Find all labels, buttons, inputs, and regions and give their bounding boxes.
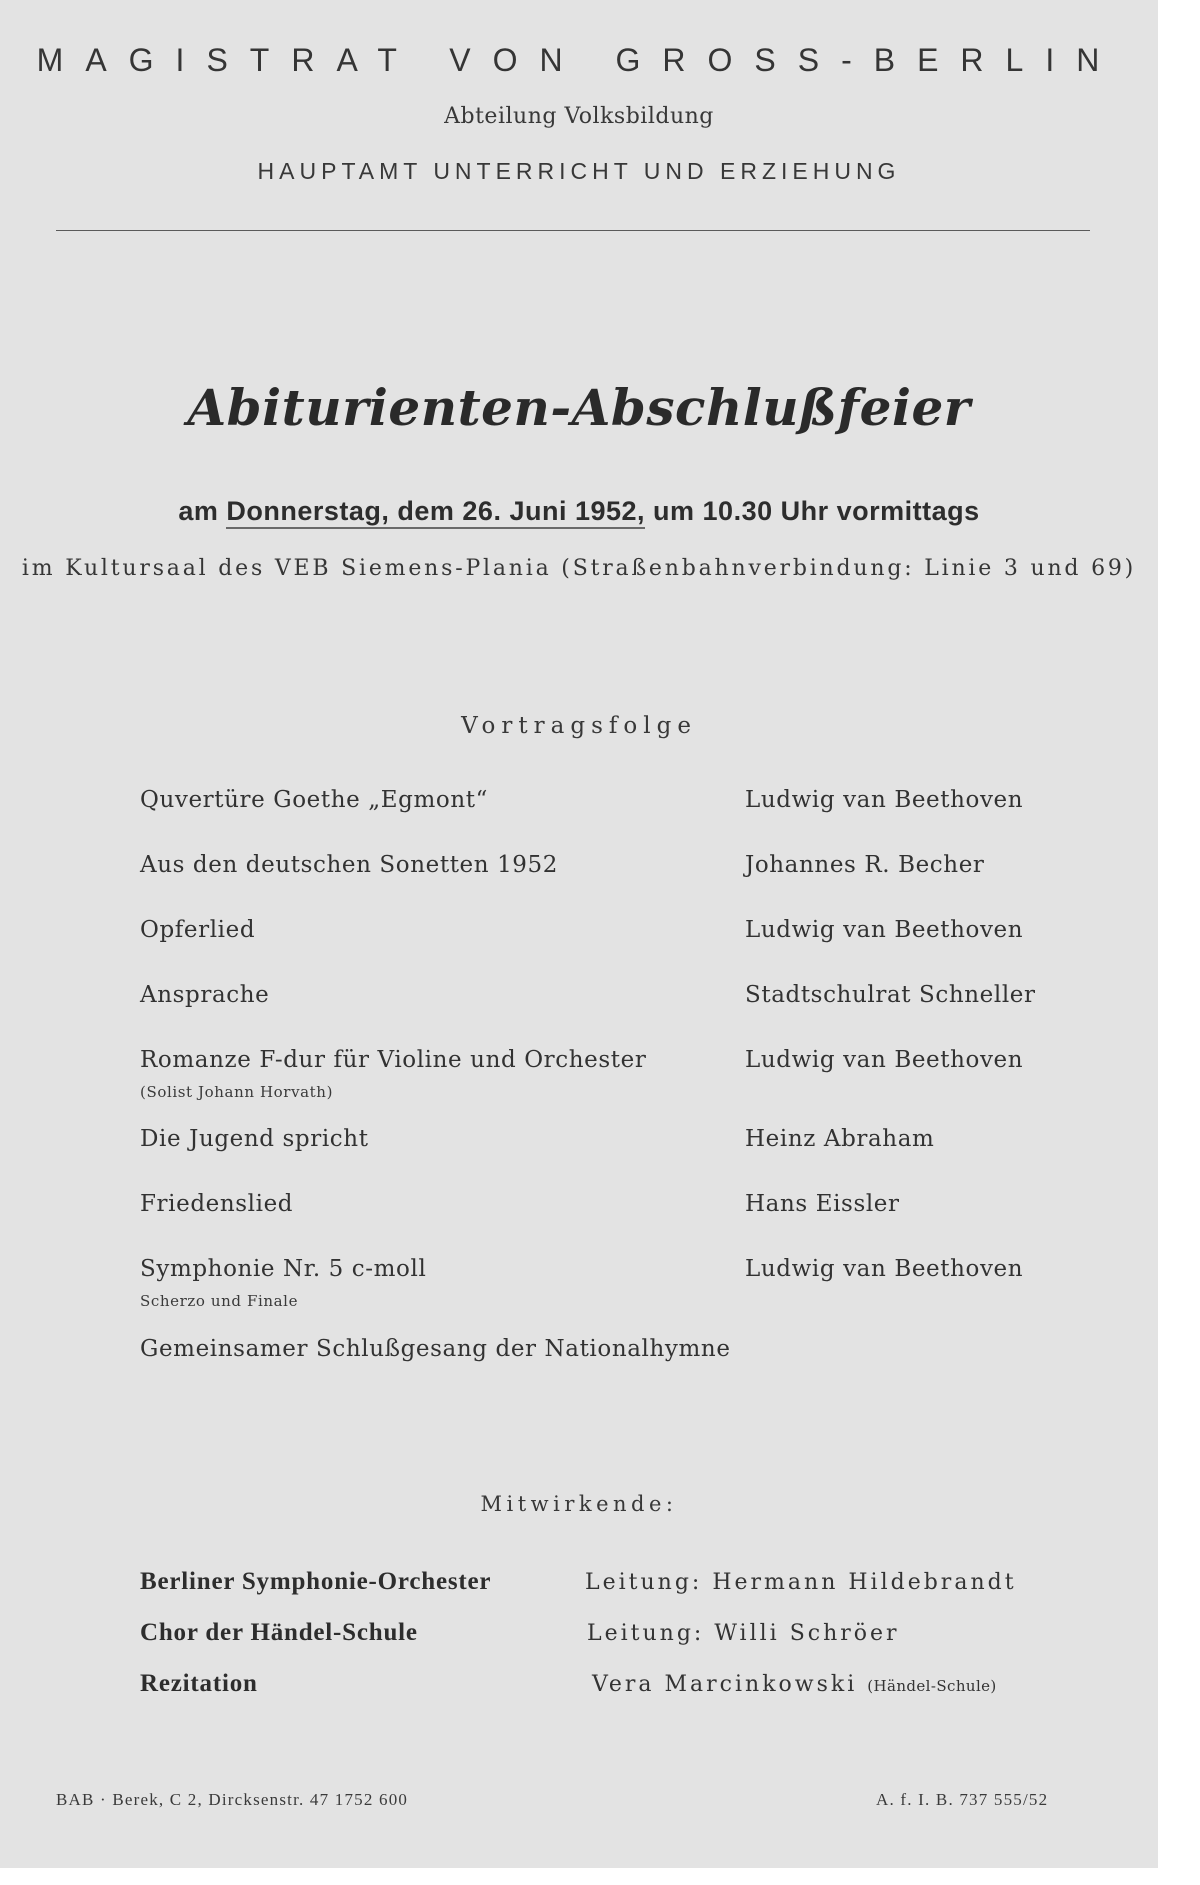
participant-lead [585,1570,1017,1595]
programme-item-author: Hans Eissler [745,1191,900,1217]
participant-name: Rezitation [140,1670,258,1697]
programme-item-author: Johannes R. Becher [745,852,985,878]
participant-name: Berliner Symphonie-Orchester [140,1568,492,1595]
participant-lead [592,1672,997,1697]
event-time: um 10.30 Uhr vormittags [645,496,980,526]
programme-item-title: Quvertüre Goethe „Egmont“ [140,787,488,813]
programme-item-note: (Solist Johann Horvath) [140,1083,334,1101]
license-number: A. f. I. B. 737 555/52 [876,1790,1049,1809]
programme-item-title: Symphonie Nr. 5 c-moll [140,1256,427,1282]
programme-item-author: Ludwig van Beethoven [745,787,1024,813]
programme-item-title: Die Jugend spricht [140,1126,369,1152]
programme-item [140,1256,1040,1310]
programme-item [140,1047,1040,1101]
participant-lead-text: Leitung: Willi Schröer [587,1621,900,1646]
participant-lead-text: Leitung: Hermann Hildebrandt [585,1570,1017,1595]
programme-item [140,852,1040,892]
programme-item [140,1336,1040,1376]
printer-imprint: BAB · Berek, C 2, Dircksenstr. 47 1752 600 [56,1790,409,1809]
programme-item-title: Gemeinsamer Schlußgesang der Nationalhymne [140,1336,731,1362]
programme-item-title: Friedenslied [140,1191,294,1217]
programme-item [140,1191,1040,1231]
programme-item-title: Romanze F-dur für Violine und Orchester [140,1047,647,1073]
event-date-line [0,496,1158,527]
programme-item-title: Aus den deutschen Sonetten 1952 [140,852,559,878]
programme-item-note: Scherzo und Finale [140,1292,299,1310]
participant-row [140,1619,1060,1659]
event-title: Abiturienten-Abschlußfeier [187,378,971,437]
participant-lead [587,1621,900,1646]
participants-heading: Mitwirkende: [480,1492,678,1516]
authority-heading: MAGISTRAT VON GROSS-BERLIN [36,42,1122,78]
programme-item [140,1126,1040,1166]
participant-row [140,1568,1060,1608]
programme-item-title: Opferlied [140,917,256,943]
department-line: HAUPTAMT UNTERRICHT UND ERZIEHUNG [257,158,901,184]
programme-item [140,982,1040,1022]
programme-heading: Vortragsfolge [461,713,697,739]
header-divider [56,230,1090,231]
date-prefix: am [178,496,227,526]
programme-item-author: Ludwig van Beethoven [745,917,1024,943]
programme-item-author: Ludwig van Beethoven [745,1256,1024,1282]
programme-item-author: Ludwig van Beethoven [745,1047,1024,1073]
participant-lead-text: Vera Marcinkowski [592,1672,858,1697]
participant-name: Chor der Händel-Schule [140,1619,418,1646]
programme-item [140,917,1040,957]
division-line: Abteilung Volksbildung [444,104,714,129]
programme-item-author: Stadtschulrat Schneller [745,982,1036,1008]
event-venue: im Kultursaal des VEB Siemens-Plania (Straßenbahnverbindung: Linie 3 und 69) [21,556,1137,581]
participant-lead-note: (Händel-Schule) [867,1677,997,1695]
programme-item [140,787,1040,827]
programme-item-author: Heinz Abraham [745,1126,935,1152]
participant-row [140,1670,1060,1710]
event-date: Donnerstag, dem 26. Juni 1952, [226,496,645,529]
programme-item-title: Ansprache [140,982,270,1008]
